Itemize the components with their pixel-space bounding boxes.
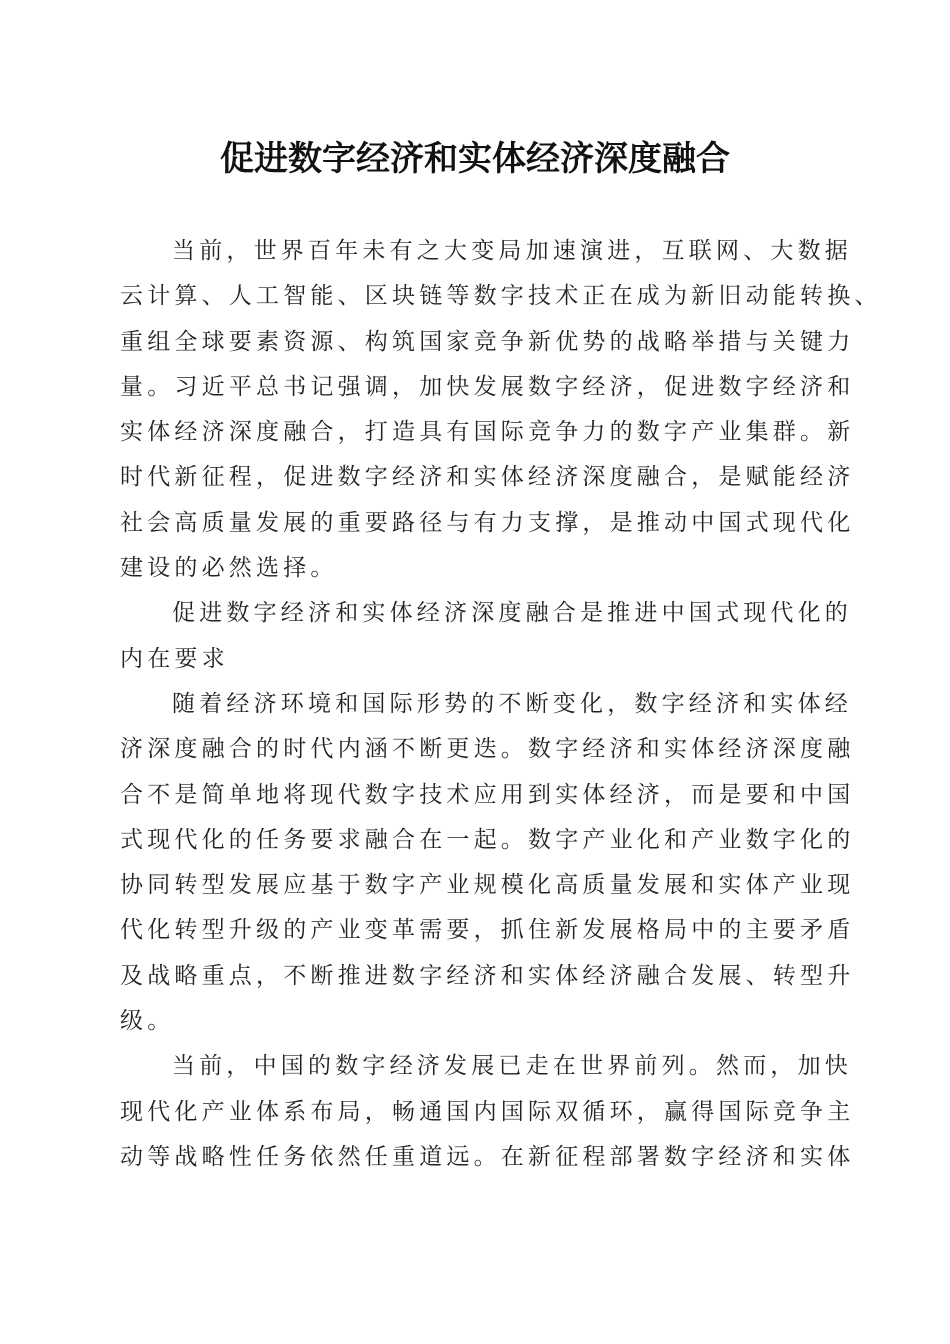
text-line: 式现代化的任务要求融合在一起。数字产业化和产业数字化的 — [120, 826, 855, 853]
text-line: 社会高质量发展的重要路径与有力支撑，是推动中国式现代化 — [120, 509, 855, 536]
text-line: 济深度融合的时代内涵不断更迭。数字经济和实体经济深度融 — [120, 736, 855, 763]
text-line: 合不是简单地将现代数字技术应用到实体经济，而是要和中国 — [120, 781, 855, 808]
document-title: 促进数字经济和实体经济深度融合 — [220, 139, 730, 179]
text-line: 当前，世界百年未有之大变局加速演进，互联网、大数据 — [172, 238, 852, 264]
text-line: 云计算、人工智能、区块链等数字技术正在成为新旧动能转换、 — [120, 283, 882, 310]
text-line: 当前，中国的数字经济发展已走在世界前列。然而，加快 — [172, 1053, 852, 1080]
document-body — [120, 229, 882, 1180]
text-line: 动等战略性任务依然任重道远。在新征程部署数字经济和实体 — [120, 1143, 855, 1170]
text-line: 重组全球要素资源、构筑国家竞争新优势的战略举措与关键力 — [120, 328, 855, 355]
text-line: 随着经济环境和国际形势的不断变化，数字经济和实体经 — [172, 690, 852, 717]
text-line: 促进数字经济和实体经济深度融合是推进中国式现代化的 — [172, 600, 852, 627]
text-line: 及战略重点，不断推进数字经济和实体经济融合发展、转型升 — [120, 962, 855, 989]
text-line: 代化转型升级的产业变革需要，抓住新发展格局中的主要矛盾 — [120, 917, 855, 944]
text-line: 现代化产业体系布局，畅通国内国际双循环，赢得国际竞争主 — [120, 1098, 855, 1125]
text-line: 时代新征程，促进数字经济和实体经济深度融合，是赋能经济 — [120, 464, 855, 491]
text-line: 协同转型发展应基于数字产业规模化高质量发展和实体产业现 — [120, 872, 855, 899]
text-line: 量。习近平总书记强调，加快发展数字经济，促进数字经济和 — [120, 373, 855, 400]
text-line: 建设的必然选择。 — [120, 555, 338, 582]
text-line: 级。 — [120, 1008, 175, 1035]
text-line: 实体经济深度融合，打造具有国际竞争力的数字产业集群。新 — [120, 419, 855, 446]
text-line: 内在要求 — [120, 645, 229, 672]
